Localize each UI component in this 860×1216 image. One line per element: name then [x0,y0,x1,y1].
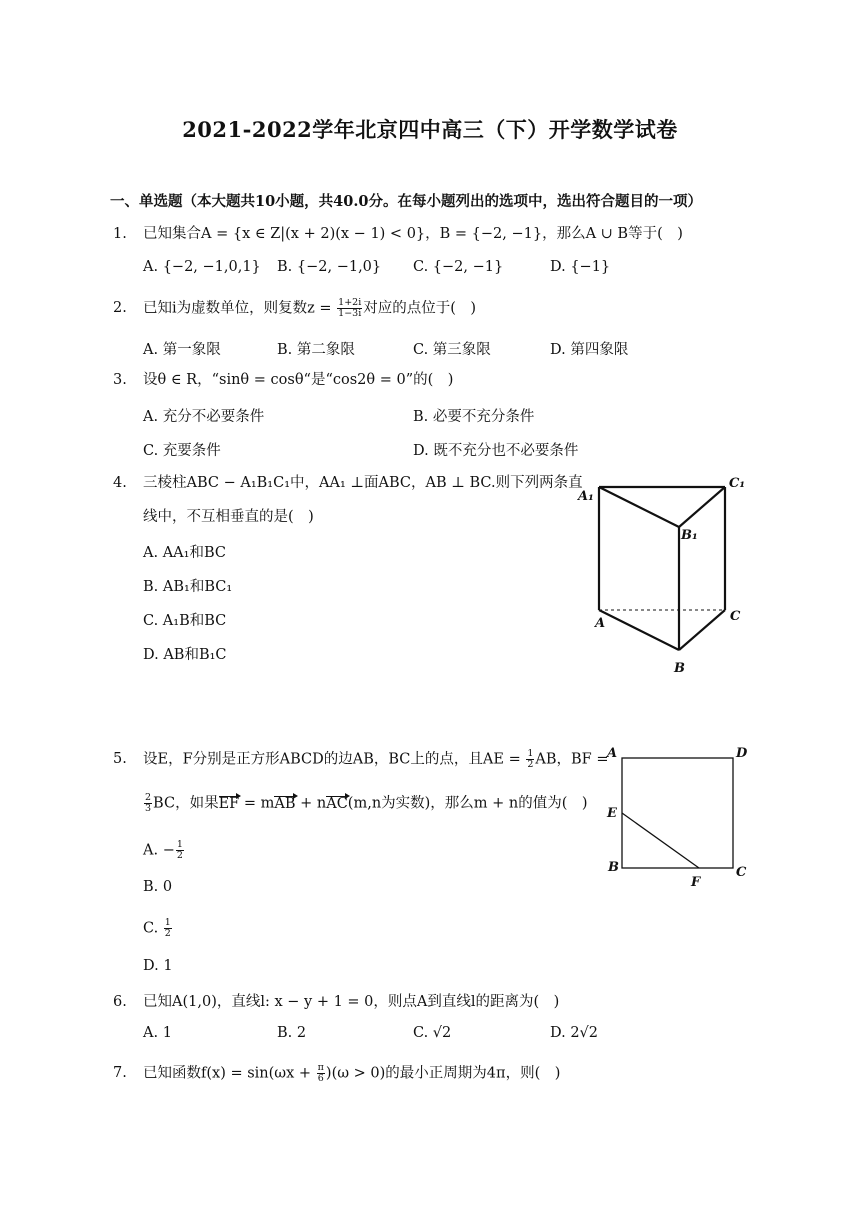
option-a: A. 充分不必要条件 [143,409,265,425]
question-text: 已知集合A = {x ∈ Z|(x + 2)(x − 1) < 0}，B = {−2, −1}，那么A ∪ B等于( ) [143,226,683,242]
question-number: 1. [113,226,127,242]
option-b: B. 第二象限 [277,342,355,358]
vector-ef: EF [218,795,240,812]
option-c: C. 充要条件 [143,443,221,459]
option-a: A. − $\frac{1}{2}$ [143,839,183,861]
question-text: 已知A(1,0)，直线l: x − y + 1 = 0，则点A到直线l的距离为( ) [143,994,560,1010]
vector-ab: AB [274,795,296,812]
option-b: B. AB₁和BC₁ [143,579,233,595]
option-b: B. 0 [143,879,173,895]
question-number: 4. [113,475,127,491]
prism-figure [575,470,755,680]
question-text: 设θ ∈ R，“sinθ = cosθ“是“cos2θ = 0”的( ) [143,372,454,388]
label-b: B [674,661,685,676]
option-b: B. 必要不充分条件 [413,409,535,425]
option-c: C. {−2, −1} [413,259,504,275]
label-c1: C₁ [729,476,746,491]
option-b: B. {−2, −1,0} [277,259,382,275]
question-number: 5. [113,751,127,767]
page-title: 2021-2022学年北京四中高三（下）开学数学试卷 [182,117,678,142]
label-b1: B₁ [681,528,698,543]
option-d: D. 1 [143,958,173,974]
option-d: D. 第四象限 [550,342,629,358]
label-d: D [736,746,748,761]
question-text: 已知i为虚数单位，则复数z = $\frac{1+2i}{1-3i}$ 对应的点位于( ) [143,297,477,319]
option-d: D. AB和B₁C [143,647,227,663]
question-text: 已知函数f(x) = sin(ωx + $\frac{\pi}{6}$ )(ω > 0)的最小正周期为4π，则( ) [143,1062,561,1084]
vector-ac: AC [326,795,348,812]
question-number: 7. [113,1065,127,1081]
fraction-pi-6: $\frac{\pi}{6}$ [317,1062,324,1084]
question-text: 三棱柱ABC − A₁B₁C₁中，AA₁ ⊥面ABC，AB ⊥ BC.则下列两条直 [143,475,583,491]
option-a: A. 1 [143,1025,172,1041]
square-figure [605,740,755,890]
label-f: F [691,875,701,890]
label-e: E [607,806,617,821]
label-b: B [608,860,619,875]
option-d: D. {−1} [550,259,611,275]
label-c: C [730,609,741,624]
question-number: 3. [113,372,127,388]
option-a: A. 第一象限 [143,342,221,358]
label-a: A [595,616,606,631]
option-c: C. √2 [413,1025,452,1041]
fraction: $\frac{1+2i}{1-3i}$ [338,297,362,319]
option-c: C. A₁B和BC [143,613,227,629]
question-text: 设E，F分别是正方形ABCD的边AB，BC上的点，且AE = $\frac{1}{2}$ AB，BF = [143,748,609,770]
option-c: C. 第三象限 [413,342,491,358]
label-c: C [736,865,747,880]
section-heading: 一、单选题（本大题共10小题，共40.0分。在每小题列出的选项中，选出符合题目的一项） [110,193,702,210]
fraction-two-thirds: $\frac{2}{3}$ [145,792,152,814]
fraction-half: $\frac{1}{2}$ [527,748,534,770]
question-number: 2. [113,300,127,316]
label-a1: A₁ [578,489,594,504]
option-d: D. 2√2 [550,1025,599,1041]
option-b: B. 2 [277,1025,307,1041]
label-a: A [607,746,618,761]
option-c: C. $\frac{1}{2}$ [143,917,171,939]
option-a: A. AA₁和BC [143,545,226,561]
option-d: D. 既不充分也不必要条件 [413,443,579,459]
question-number: 6. [113,994,127,1010]
option-a: A. {−2, −1,0,1} [143,259,261,275]
